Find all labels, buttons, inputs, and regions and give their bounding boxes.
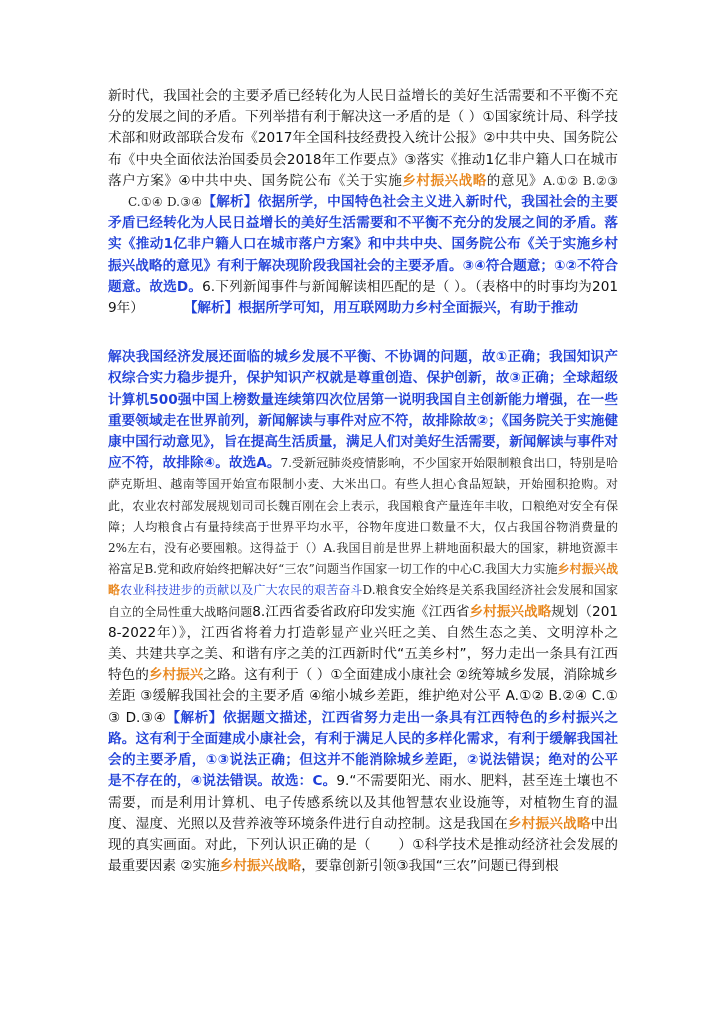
paragraph-block-1 (108, 86, 618, 319)
question-text-serif: D.粮食安全始终是关系我国经济社会发展和国家自立的全局性重大战略问题 (108, 583, 618, 619)
question-text: 之路。这有利于（ ）①全面建成小康社会 ②统筹城乡发展，消除城乡差距 ③缓解我国社会的主要矛盾 ④缩小城乡差距，维护绝对公平 A.①② B.②④ C.①③ D.③④ (108, 667, 619, 726)
question-text: 的意见》 (486, 172, 544, 189)
answer-analysis-text: 解决我国经济发展还面临的城乡发展不平衡、不协调的问题，故①正确；我国知识产权综合实力稳步提升，保护知识产权就是尊重创造、保护创新，故③正确；全球超级计算机500强中国上榜数量连续第四次位居第一说明我国自主创新能力增强，在一些重要领域走在世界前列，新闻解读与事件对应不符，故排除故②；《国务院关于实施健康中国行动意见》，旨在提高生活质量，满足人们对美好生活需要，新闻解读与事件对应不符，故排除④。故选A。 (108, 349, 618, 472)
question-text: 中出现的真实画面。对此，下列认识正确的是（ ）①科学技术是推动经济社会发展的最重要因素 ②实施 (108, 815, 619, 875)
paragraph-gap (108, 319, 618, 347)
answer-analysis-text: 【解析】依据所学，中国特色社会主义进入新时代，我国社会的主要矛盾已经转化为人民日益增长的美好生活需要和不平衡不充分的发展之间的矛盾。落实《推动1亿非户籍人口在城市落户方案》和中共中央、国务院公布《关于实施乡村振兴战略的意见》有利于解决现阶段我国社会的主要矛盾。③④符合题意；①②不符合题意。故选D。 (108, 194, 619, 295)
highlighted-keyword: 乡村振兴战略 (507, 815, 591, 832)
question-text: ，要靠创新引领③我国“三农”问题已得到根 (301, 858, 559, 875)
answer-analysis-text: 【解析】依据题文描述，江西省努力走出一条具有江西特色的乡村振兴之路。这有利于全面建成小康社会，有利于满足人民的多样化需求，有利于缓解我国社会的主要矛盾，①③说法正确；但这并不能消除城乡差距，②说法错误；绝对的公平是不存在的，④说法错误。故选：C。 (108, 709, 619, 790)
highlighted-keyword: 乡村振兴 (148, 667, 204, 684)
question-text: 9.“不需要阳光、雨水、肥料，甚至连土壤也不需要，而是利用计算机、电子传感系统以及其他智慧农业设施等，对植物生育的温度、湿度、光照以及营养液等环境条件进行自动控制。这是我国在 (108, 773, 618, 832)
highlighted-keyword: 乡村振兴战略 (402, 172, 487, 189)
question-text: 规划（2018-2022年）》，江西省将着力打造彰显产业兴旺之美、自然生态之美、文明淳朴之美、共建共享之美、和谐有序之美的江西新时代“五美乡村”，努力走出一条具有江西特色的 (108, 603, 618, 684)
question-text-serif: A.①② B.②③ (543, 173, 619, 188)
paragraph-block-2 (108, 347, 618, 877)
answer-analysis-text: 【解析】根据所学可知，用互联网助力乡村全面振兴，有助于推动 (183, 300, 579, 317)
document-page (108, 86, 618, 877)
highlighted-keyword: 乡村振兴战略 (219, 858, 302, 875)
answer-analysis-text: 农业科技进步的贡献以及广大农民的艰苦奋斗 (120, 583, 363, 598)
question-text-serif: 7.受新冠肺炎疫情影响，不少国家开始限制粮食出口，特别是哈萨克斯坦、越南等国开始宣布限制小麦、大米出口。有些人担心食品短缺，开始囤积抢购。对此，农业农村部发展规划司司长魏百刚在会上表示，我国粮食产量连年丰收，口粮绝对安全有保障；人均粮食占有量持续高于世界平均水平，谷物年度进口数量不大，仅占我国谷物消费量的2%左右，没有必要囤粮。这得益于（）A.我国目前是世界上耕地面积最大的国家，耕地资源丰裕富足B.党和政府始终把解决好“三农”问题当作国家一切工作的中心C.我国大力实施 (108, 456, 618, 577)
highlighted-keyword: 乡村振兴战略 (469, 603, 552, 620)
question-text-serif: C.①④ D.③④ (128, 195, 203, 210)
question-text: 6.下列新闻事件与新闻解读相匹配的是（ ）。（表格中的时事均为2019年） (108, 278, 618, 317)
question-text: 新时代，我国社会的主要矛盾已经转化为人民日益增长的美好生活需要和不平衡不充分的发展之间的矛盾。下列举措有利于解决这一矛盾的是（ ）①国家统计局、科学技术部和财政部联合发布《2017年全国科技经费投入统计公报》②中共中央、国务院公布《中央全面依法治国委员会2018年工作要点》③落实《推动1亿非户籍人口在城市落户方案》④中共中央、国务院公布《关于实施 (108, 88, 618, 189)
question-text: 8.江西省委省政府印发实施《江西省 (252, 603, 470, 620)
highlighted-keyword: 乡村振兴战略 (108, 562, 618, 598)
